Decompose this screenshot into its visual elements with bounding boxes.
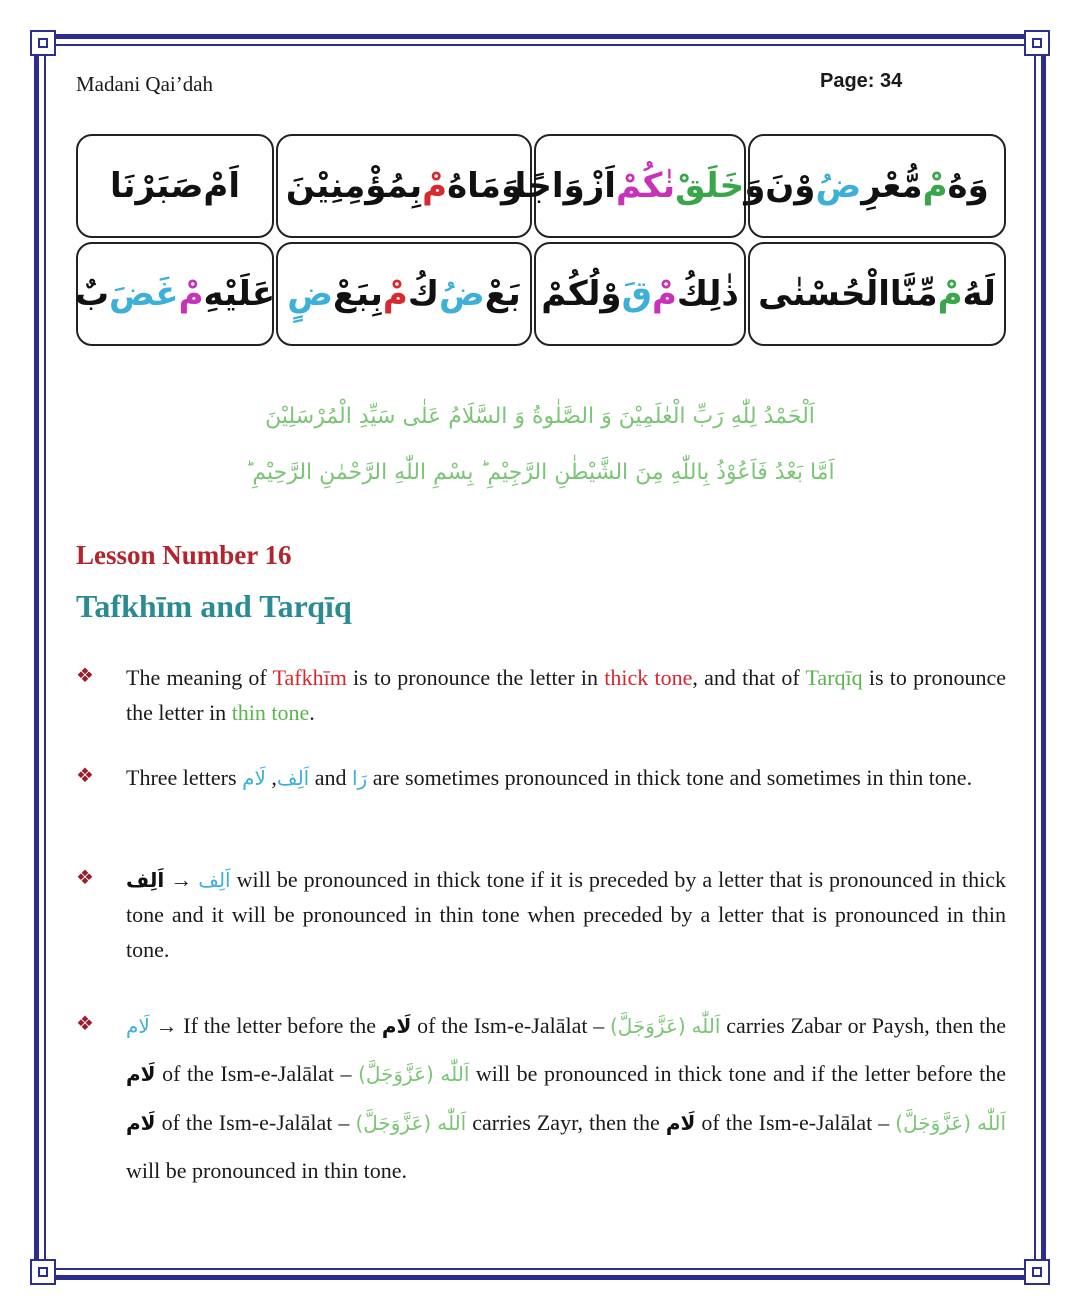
arabic-word-segment: قَ — [621, 274, 652, 314]
word-cell — [748, 134, 1006, 238]
arabic-word-segment: مْ — [382, 274, 408, 314]
word-cell — [514, 134, 766, 238]
arabic-allah: اَللّٰه — [977, 1110, 1007, 1135]
arabic-word-segment: ضُ — [438, 274, 485, 314]
arabic-laam: لَام — [126, 1110, 156, 1135]
arabic-laam: لَام — [665, 1110, 696, 1135]
term-thin-tone: thin tone — [231, 700, 310, 726]
arabic-word-segment: مْ — [178, 274, 204, 314]
arabic-word-segment: بِبَعْ — [333, 274, 383, 314]
word-cell — [276, 242, 532, 346]
word-cell — [76, 134, 274, 238]
arabic-word-segment: كُ — [407, 274, 439, 314]
arabic-word-segment: اَزْوَاجًا — [514, 166, 616, 206]
arabic-allah: اَللّٰه — [437, 1110, 467, 1135]
bullet-icon: ❖ — [76, 1013, 94, 1035]
arabic-word-segment: مِّنَّا — [889, 274, 938, 314]
arabic-word-segment: اَمْ — [203, 166, 240, 206]
arabic-word-segment: وْلُكُمْ — [541, 274, 622, 314]
arabic-word-segment: وَ — [744, 166, 766, 206]
bullet-laam-rule: ❖ لَام → If the letter before the لَام of the Ism-e-Jalālat – اَللّٰه (عَزَّوَجَلَّ) carries Zabar or Paysh, then the لَام of the Ism-e-Jalālat – اَللّٰه (عَزَّوَجَلَّ) will be pronounced in thick tone and if the letter before the لَام of the Ism-e-Jalālat – اَللّٰه (عَزَّوَجَلَّ) carries Zayr, then the لَام of the Ism-e-Jalālat – اَللّٰه (عَزَّوَجَلَّ) will be pronounced in thin tone. — [76, 1002, 1006, 1196]
arabic-word-segment: مْ — [422, 166, 448, 206]
lesson-title: Tafkhīm and Tarqīq — [76, 588, 352, 624]
arabic-azza-wa-jal: (عَزَّوَجَلَّ) — [609, 1014, 686, 1038]
arabic-laam: لَام — [242, 766, 266, 790]
arabic-word-segment: بٌ — [74, 274, 109, 314]
lesson-number: Lesson Number 16 — [76, 540, 292, 570]
arabic-word-segment: وْنَ — [765, 166, 816, 206]
term-thick-tone: thick tone — [604, 665, 693, 690]
corner-ornament — [1024, 1259, 1050, 1285]
arabic-alif: اَلِف — [126, 868, 165, 892]
bullet-icon: ❖ — [76, 765, 94, 787]
arabic-word-segment: بَعْ — [484, 274, 521, 314]
corner-ornament — [1024, 30, 1050, 56]
arabic-word-segment: وَهُ — [947, 166, 989, 206]
term-tafkhim: Tafkhīm — [272, 665, 347, 690]
word-cell — [748, 242, 1006, 346]
arabic-word-segment: نٰكُمْ — [615, 166, 676, 206]
arabic-alif: اَلِف — [198, 868, 231, 892]
arabic-ra: رَا — [351, 766, 368, 790]
page-number: Page: 34 — [820, 70, 903, 92]
arabic-word-segment: بِمُؤْمِنِيْنَ — [285, 166, 423, 206]
word-cell — [276, 134, 532, 238]
bullet-three-letters: ❖ Three letters اَلِف, لَام and رَا are sometimes pronounced in thick tone and sometimes in thin tone. — [76, 760, 1006, 795]
arabic-azza-wa-jal: (عَزَّوَجَلَّ) — [895, 1110, 972, 1135]
corner-ornament — [30, 1259, 56, 1285]
arabic-word-segment: مْ — [937, 274, 963, 314]
bullet-tafkhim-definition: ❖ The meaning of Tafkhīm is to pronounce the letter in thick tone, and that of Tarqīq is to pronounce the letter in thin tone. — [76, 660, 1006, 730]
bullet-alif-rule: ❖ اَلِف → اَلِف will be pronounced in thick tone if it is preceded by a letter that is pronounced in thick tone and it will be pronounced in thin tone when preceded by a letter that is pronounced in thin tone. — [76, 862, 1006, 968]
arabic-word-segment: مْ — [922, 166, 948, 206]
arabic-word-segment: مْ — [651, 274, 677, 314]
arabic-word-segment: ضُ — [815, 166, 862, 206]
bullet-icon: ❖ — [76, 867, 94, 889]
word-grid — [76, 134, 1004, 346]
bullet-icon: ❖ — [76, 665, 94, 687]
arabic-word-segment: عَلَيْهِ — [203, 274, 276, 314]
arabic-allah: اَللّٰه — [440, 1062, 470, 1087]
arabic-laam: لَام — [381, 1014, 412, 1038]
arabic-word-segment: صَبَرْنَا — [110, 166, 204, 206]
arabic-word-segment: وَمَاهُ — [447, 166, 523, 206]
arabic-allah: اَللّٰه — [691, 1014, 721, 1038]
book-title: Madani Qai’dah — [76, 72, 214, 96]
arabic-word-segment: ذٰلِكُ — [676, 274, 739, 314]
arabic-azza-wa-jal: (عَزَّوَجَلَّ) — [358, 1062, 434, 1087]
arabic-word-segment: الْحُسْنٰى — [758, 274, 890, 314]
intro-arabic-line: اَلْحَمْدُ لِلّٰهِ رَبِّ الْعٰلَمِيْنَ وَ الصَّلٰوةُ وَ السَّلَامُ عَلٰى سَيِّدِ الْمُرْسَلِيْنَ — [265, 404, 815, 429]
arabic-azza-wa-jal: (عَزَّوَجَلَّ) — [355, 1110, 432, 1135]
arabic-word-segment: خَلَقْ — [675, 166, 745, 206]
word-cell — [76, 242, 274, 346]
arabic-laam: لَام — [126, 1014, 150, 1038]
word-cell — [534, 242, 746, 346]
term-tarqiq: Tarqīq — [805, 665, 863, 690]
arabic-laam: لَام — [126, 1062, 156, 1087]
arabic-word-segment: مُّعْرِ — [861, 166, 923, 206]
arabic-alif: اَلِف — [276, 766, 310, 790]
arabic-word-segment: غَضَ — [109, 274, 179, 314]
intro-arabic-line: اَمَّا بَعْدُ فَاَعُوْذُ بِاللّٰهِ مِنَ الشَّيْطٰنِ الرَّجِيْمِ ؕ بِسْمِ اللّٰهِ الرَّحْمٰنِ الرَّحِيْمِ ؕ — [245, 460, 835, 485]
corner-ornament — [30, 30, 56, 56]
arabic-word-segment: لَهُ — [962, 274, 996, 314]
arabic-word-segment: ضٍ — [287, 274, 334, 314]
